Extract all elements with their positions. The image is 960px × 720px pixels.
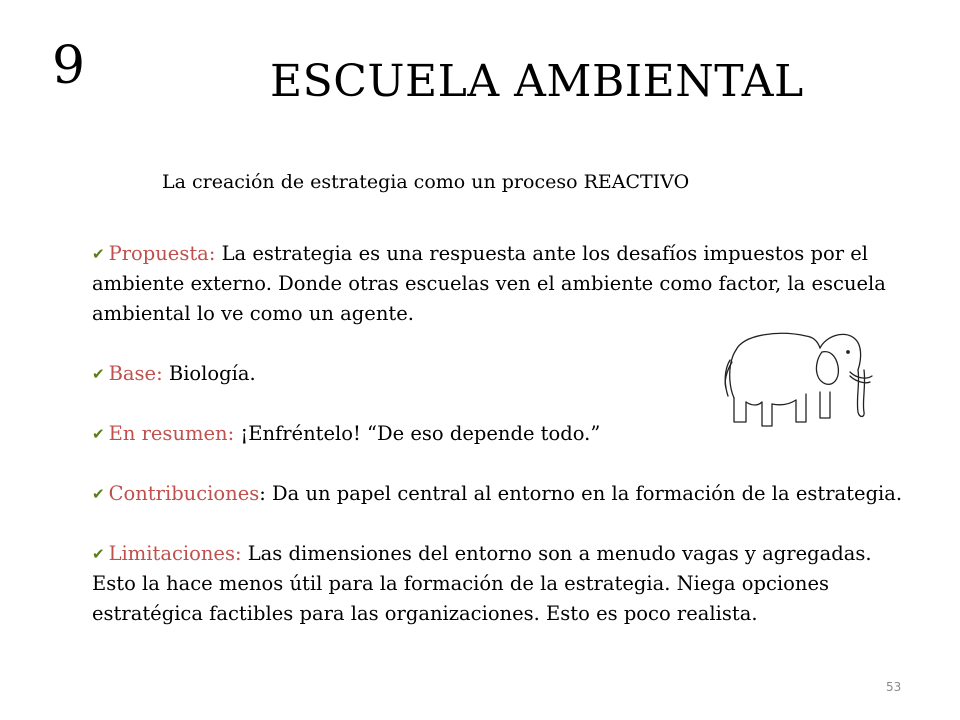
bullet-label: Propuesta bbox=[108, 242, 209, 265]
bullet-text: La estrategia es una respuesta ante los desafíos impuestos por el ambiente externo. Donde otras escuelas ven el ambiente como factor, la escuela ambiental lo ve como un agente. bbox=[92, 242, 886, 325]
subtitle: La creación de estrategia como un proceso REACTIVO bbox=[162, 171, 690, 193]
slide-number: 9 bbox=[52, 36, 86, 96]
bullet-limitaciones bbox=[92, 539, 912, 629]
bullet-text: Da un papel central al entorno en la formación de la estrategia. bbox=[272, 482, 903, 505]
bullet-label: En resumen bbox=[108, 422, 228, 445]
checkmark-icon: ✔ bbox=[92, 425, 105, 443]
checkmark-icon: ✔ bbox=[92, 545, 105, 563]
page-number: 53 bbox=[886, 680, 902, 694]
bullet-separator: : bbox=[259, 482, 273, 505]
bullet-text: ¡Enfréntelo! “De eso depende todo.” bbox=[240, 422, 601, 445]
bullet-label: Limitaciones: bbox=[108, 542, 242, 565]
bullet-label: Contribuciones bbox=[108, 482, 260, 505]
checkmark-icon: ✔ bbox=[92, 245, 105, 263]
elephant-icon bbox=[722, 322, 876, 440]
bullet-propuesta bbox=[92, 239, 912, 329]
bullet-separator: : bbox=[208, 242, 222, 265]
bullet-text: Biología. bbox=[168, 362, 256, 385]
bullet-text: Las dimensiones del entorno son a menudo vagas y agregadas. Esto la hace menos útil para la formación de la estrategia. Niega opciones estratégica factibles para las organizaciones. Esto es poco realista. bbox=[92, 542, 872, 625]
page-title: ESCUELA AMBIENTAL bbox=[270, 56, 804, 107]
bullet-label: Base: bbox=[108, 362, 163, 385]
bullet-contribuciones bbox=[92, 479, 912, 509]
bullet-separator: : bbox=[227, 422, 241, 445]
checkmark-icon: ✔ bbox=[92, 365, 105, 383]
checkmark-icon: ✔ bbox=[92, 485, 105, 503]
